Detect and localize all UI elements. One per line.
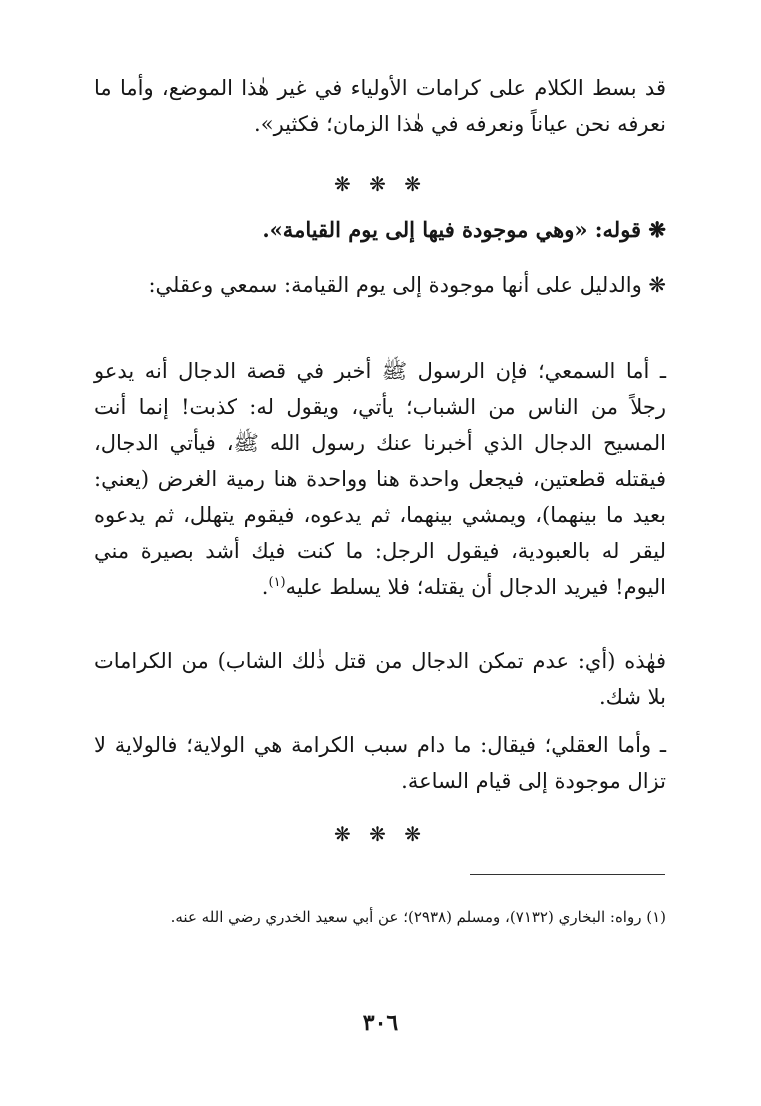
paragraph-conclusion [94,643,666,715]
footnote-reference[interactable]: (١) [268,575,286,590]
paragraph-conclusion-text: فهٰذه (أي: عدم تمكن الدجال من قتل ذٰلك الشاب) من الكرامات بلا شك. [94,649,666,709]
paragraph-quote [94,212,666,248]
paragraph-rational-evidence [94,727,666,799]
section-separator: ❋ ❋ ❋ [334,172,427,196]
paragraph-rational-text: ـ وأما العقلي؛ فيقال: ما دام سبب الكرامة هي الولاية؛ فالولاية لا تزال موجودة إلى قيام الساعة. [94,733,666,793]
section-separator: ❋ ❋ ❋ [334,822,427,846]
paragraph-quote-text: ❋ قوله: «وهي موجودة فيها إلى يوم القيامة». [262,217,666,242]
paragraph-intro [94,70,666,142]
paragraph-evidence [94,267,666,303]
footnote-divider [470,874,665,875]
page-number: ٣٠٦ [362,1010,399,1036]
paragraph-scriptural-text [94,353,666,605]
footnote: (١) رواه: البخاري (٧١٣٢)، ومسلم (٢٩٣٨)؛ عن أبي سعيد الخدري رضي الله عنه. [170,908,666,926]
paragraph-evidence-text: ❋ والدليل على أنها موجودة إلى يوم القيامة: سمعي وعقلي: [148,273,666,297]
scriptural-main-text: ـ أما السمعي؛ فإن الرسول ﷺ أخبر في قصة الدجال أنه يدعو رجلاً من الناس من الشباب؛ يأتي، ويقول له: كذبت! إنما أنت المسيح الدجال الذي أخبرنا عنك رسول الله ﷺ، فيأتي الدجال، فيقتله قطعتين، فيجعل واحدة هنا وواحدة هنا رمية الغرض (يعني: بعيد ما بينهما)، ويمشي بينهما، ثم يدعوه، فيقوم يتهلل، ثم يدعوه ليقر له بالعبودية، فيقول الرجل: ما كنت فيك أشد بصيرة مني اليوم! فيريد الدجال أن يقتله؛ فلا يسلط عليه [94,359,666,599]
paragraph-scriptural-evidence [94,353,666,605]
paragraph-intro-text: قد بسط الكلام على كرامات الأولياء في غير هٰذا الموضع، وأما ما نعرفه نحن عياناً ونعرفه في هٰذا الزمان؛ فكثير». [94,76,666,136]
scriptural-end-punctuation: . [261,575,269,599]
